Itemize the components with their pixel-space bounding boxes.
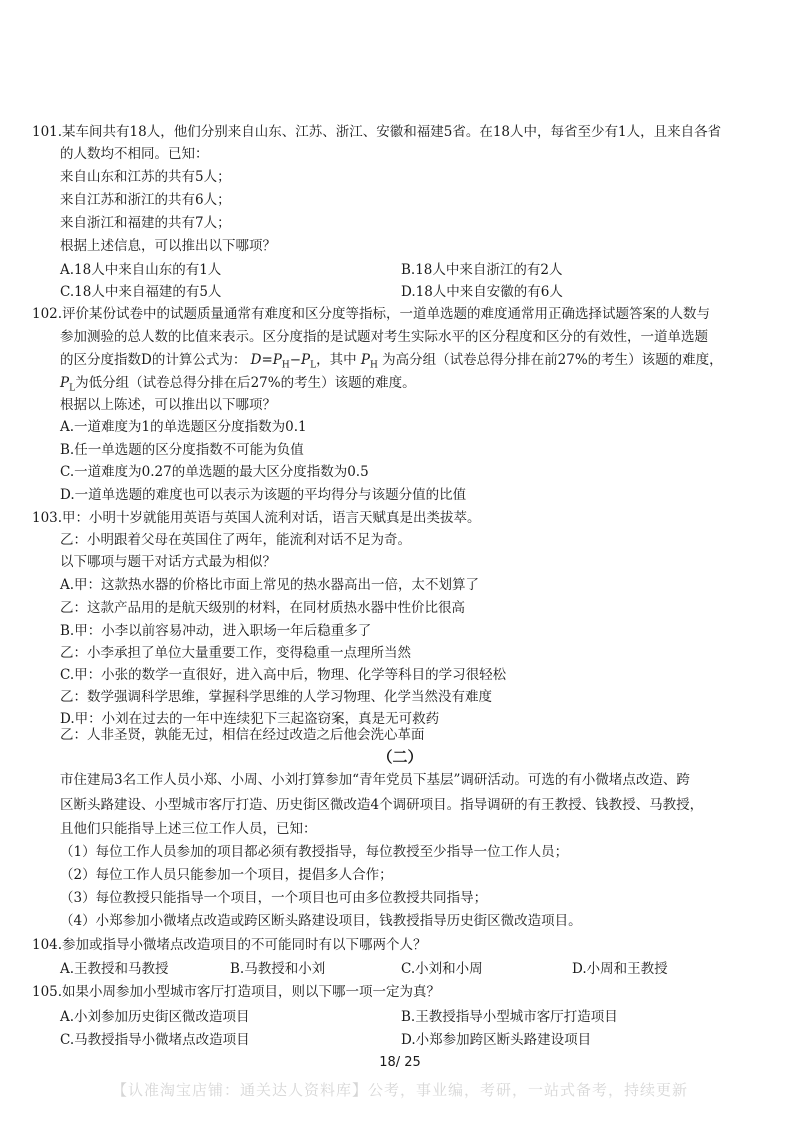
q103-stem-line2: 乙：小明跟着父母在英国住了两年，能流利对话不足为奇。	[60, 532, 411, 548]
passage-condition-4: （4）小郑参加小微堵点改造或跨区断头路建设项目，钱教授指导历史街区微改造项目。	[60, 913, 582, 929]
q101-stem-line2: 的人数均不相同。已知：	[60, 146, 209, 162]
formula-p-symbol: P	[272, 352, 282, 368]
q102-line4-suffix: 为低分组（试卷总得分排在后27%的考生）该题的难度。	[75, 375, 416, 391]
q103-option-d-line1: D.甲：小刘在过去的一年中连续犯下三起盗窃案，真是无可救药	[60, 711, 440, 727]
watermark: 【认准淘宝店铺：通关达人资料库】公考，事业编，考研，一站式备考，持续更新	[111, 1081, 688, 1099]
q103-question: 以下哪项与题干对话方式最为相似？	[60, 554, 276, 570]
formula-subscript-l: L	[69, 383, 76, 394]
q102-stem-line2: 参加测验的总人数的比值来表示。区分度指的是试题对考生实际水平的区分程度和区分的有效性，一道单选题	[60, 329, 708, 345]
q103-option-b-line1: B.甲：小李以前容易冲动，进入职场一年后稳重多了	[60, 623, 372, 639]
q104-option-d: D.小周和王教授	[572, 961, 668, 977]
passage-condition-1: （1）每位工作人员参加的项目都必须有教授指导，每位教授至少指导一位工作人员；	[60, 844, 569, 860]
q102-line3-suffix: 为高分组（试卷总得分排在前27%的考生）该题的难度，	[382, 352, 723, 368]
q101-condition-3: 来自浙江和福建的共有7人；	[60, 215, 231, 231]
q102-option-d: D.一道单选题的难度也可以表示为该题的平均得分与该题分值的比值	[60, 487, 467, 503]
q104-stem: 104.参加或指导小微堵点改造项目的不可能同时有以下哪两个人？	[32, 937, 427, 953]
q102-option-c: C.一道难度为0.27的单选题的最大区分度指数为0.5	[60, 464, 369, 480]
q103-option-c-line2: 乙：数学强调科学思维，掌握科学思维的人学习物理、化学当然没有难度	[60, 689, 492, 705]
q105-option-b: B.王教授指导小型城市客厅打造项目	[401, 1009, 618, 1025]
page-number: 18/ 25	[379, 1055, 421, 1070]
passage-line2: 区断头路建设、小型城市客厅打造、历史街区微改造4个调研项目。指导调研的有王教授、钱教授、马教授，	[60, 797, 704, 813]
section-title: （二）	[377, 748, 423, 766]
q102-line3-mid: ，其中	[316, 352, 357, 368]
passage-condition-3: （3）每位教授只能指导一个项目，一个项目也可由多位教授共同指导；	[60, 890, 488, 906]
q102-stem-line1: 102.评价某份试卷中的试题质量通常有难度和区分度等指标，一道单选题的难度通常用正确选择试题答案的人数与	[32, 306, 711, 322]
q104-option-b: B.马教授和小刘	[230, 961, 326, 977]
q102-option-b: B.任一单选题的区分度指数不可能为负值	[60, 442, 304, 458]
q105-option-a: A.小刘参加历史街区微改造项目	[60, 1009, 250, 1025]
q102-option-a: A.一道难度为1的单选题区分度指数为0.1	[60, 419, 307, 435]
q101-option-a: A.18人中来自山东的有1人	[60, 262, 222, 278]
q101-condition-2: 来自江苏和浙江的共有6人；	[60, 192, 231, 208]
q103-option-b-line2: 乙：小李承担了单位大量重要工作，变得稳重一点理所当然	[60, 645, 411, 661]
q101-option-c: C.18人中来自福建的有5人	[60, 284, 222, 300]
q101-option-d: D.18人中来自安徽的有6人	[401, 284, 563, 300]
q102-question: 根据以上陈述，可以推出以下哪项？	[60, 397, 276, 413]
formula-p-symbol: P	[60, 375, 70, 391]
passage-condition-2: （2）每位工作人员只能参加一个项目，提倡多人合作；	[60, 867, 393, 883]
formula-subscript-h: H	[370, 360, 378, 371]
passage-line3: 且他们只能指导上述三位工作人员，已知：	[60, 821, 317, 837]
q102-stem-line4	[60, 374, 416, 394]
q105-option-c: C.马教授指导小微堵点改造项目	[60, 1032, 250, 1048]
formula-subscript-l: L	[310, 360, 317, 371]
q104-option-c: C.小刘和小周	[401, 961, 483, 977]
q103-option-c-line1: C.甲：小张的数学一直很好，进入高中后，物理、化学等科目的学习很轻松	[60, 667, 507, 683]
formula-p-symbol: P	[360, 352, 370, 368]
q102-stem-line3	[60, 351, 723, 371]
q101-question: 根据上述信息，可以推出以下哪项？	[60, 238, 276, 254]
passage-line1: 市住建局3名工作人员小郑、小周、小刘打算参加“青年党员下基层”调研活动。可选的有小微堵点改造、跨	[60, 772, 690, 788]
q105-option-d: D.小郑参加跨区断头路建设项目	[401, 1032, 592, 1048]
q104-option-a: A.王教授和马教授	[60, 961, 169, 977]
q102-line3-prefix: 的区分度指数D的计算公式为：	[60, 352, 247, 368]
q103-stem-line1: 103.甲：小明十岁就能用英语与英国人流利对话，语言天赋真是出类拔萃。	[32, 510, 481, 526]
q103-option-a-line1: A.甲：这款热水器的价格比市面上常见的热水器高出一倍，太不划算了	[60, 577, 480, 593]
q103-option-d-line2: 乙：人非圣贤，孰能无过，相信在经过改造之后他会洗心革面	[60, 727, 425, 743]
formula-equals: =	[261, 352, 273, 368]
q103-option-a-line2: 乙：这款产品用的是航天级别的材料，在同材质热水器中性价比很高	[60, 600, 465, 616]
formula-minus: −	[289, 352, 302, 368]
q101-option-b: B.18人中来自浙江的有2人	[401, 262, 563, 278]
formula-d-symbol: D	[250, 352, 262, 368]
formula-p-symbol: P	[301, 352, 311, 368]
q101-stem-line1: 101.某车间共有18人，他们分别来自山东、江苏、浙江、安徽和福建5省。在18人中，每省至少有1人，且来自各省	[32, 124, 722, 140]
q105-stem: 105.如果小周参加小型城市客厅打造项目，则以下哪一项一定为真？	[32, 984, 441, 1000]
formula-subscript-h: H	[281, 360, 290, 371]
q101-condition-1: 来自山东和江苏的共有5人；	[60, 169, 231, 185]
